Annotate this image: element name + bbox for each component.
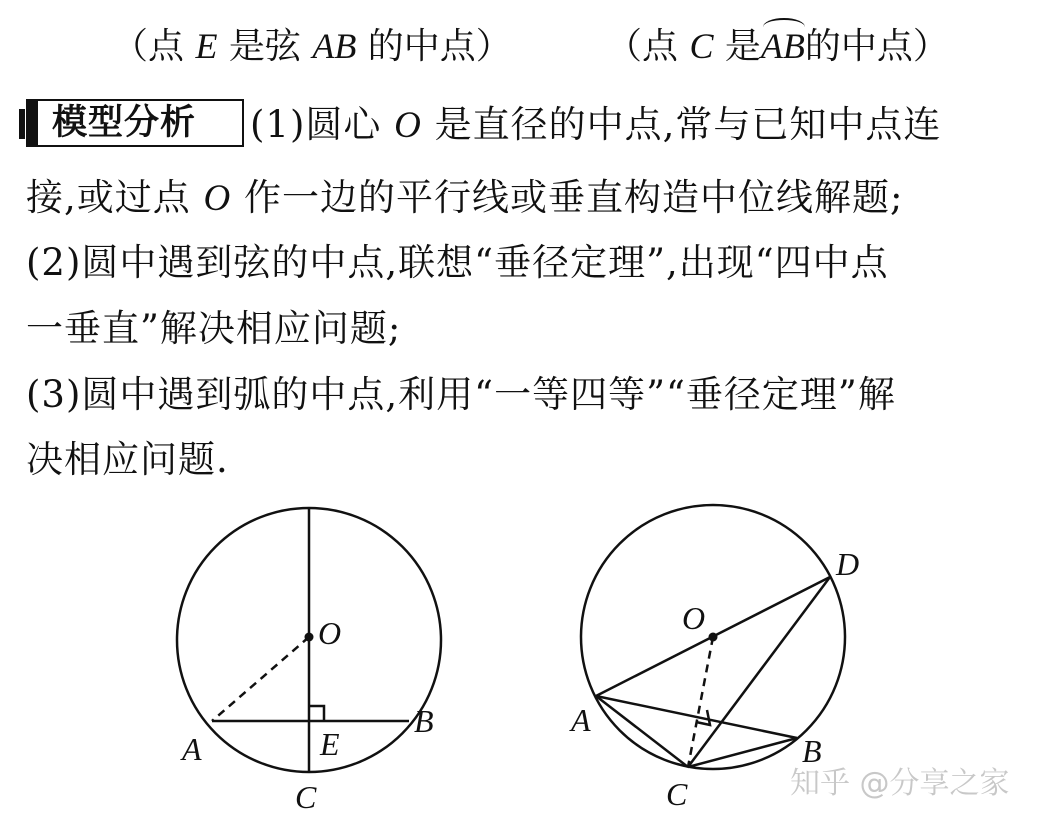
left-label-c: C — [295, 779, 317, 815]
para1-text-d: 作一边的平行线或垂直构造中位线解题; — [231, 176, 904, 219]
para3-line2: 决相应问题. — [26, 438, 229, 481]
right-label-c: C — [666, 776, 688, 812]
left-label-b: B — [414, 703, 434, 739]
caption-left-chord: AB — [312, 26, 357, 66]
right-center-dot — [709, 633, 718, 642]
left-right-angle-mark — [309, 706, 324, 721]
right-label-a: A — [571, 702, 591, 738]
para1-text-b: 是直径的中点,常与已知中点连 — [421, 103, 942, 146]
caption-left-close: 的中点） — [356, 26, 512, 67]
right-chord-ab — [596, 696, 797, 738]
caption-right-var: C — [689, 26, 714, 66]
right-label-d: D — [836, 546, 860, 582]
left-radius-oa-dashed — [212, 637, 309, 721]
caption-right-arc: AB — [760, 26, 805, 66]
left-label-e: E — [320, 726, 340, 762]
right-label-o: O — [682, 600, 706, 636]
para2-line1: (2)圆中遇到弦的中点,联想“垂径定理”,出现“四中点 — [26, 241, 889, 284]
caption-left-mid: 是弦 — [217, 26, 313, 67]
right-chord-cb — [688, 738, 797, 767]
caption-right-mid: 是 — [713, 26, 761, 67]
left-label-o: O — [318, 615, 342, 651]
para1-var-o: O — [394, 105, 422, 146]
model-analysis-label: 模型分析 — [52, 103, 197, 143]
para1-text-c: 接,或过点 — [26, 176, 204, 219]
watermark: 知乎 @分享之家 — [790, 766, 1010, 801]
right-oc-dashed — [688, 637, 713, 767]
right-label-b: B — [802, 733, 822, 769]
left-center-dot — [305, 633, 314, 642]
caption-left-var: E — [195, 26, 218, 66]
caption-right-open: （点 — [606, 26, 690, 67]
left-label-a: A — [182, 731, 202, 767]
caption-right-close: 的中点） — [804, 26, 949, 67]
caption-left-open: （点 — [112, 26, 196, 67]
para2-line2: 一垂直”解决相应问题; — [26, 307, 402, 350]
para1-text-a: (1)圆心 — [250, 103, 395, 146]
para1-var-o2: O — [203, 178, 232, 219]
para3-line1: (3)圆中遇到弧的中点,利用“一等四等”“垂径定理”解 — [26, 373, 896, 416]
